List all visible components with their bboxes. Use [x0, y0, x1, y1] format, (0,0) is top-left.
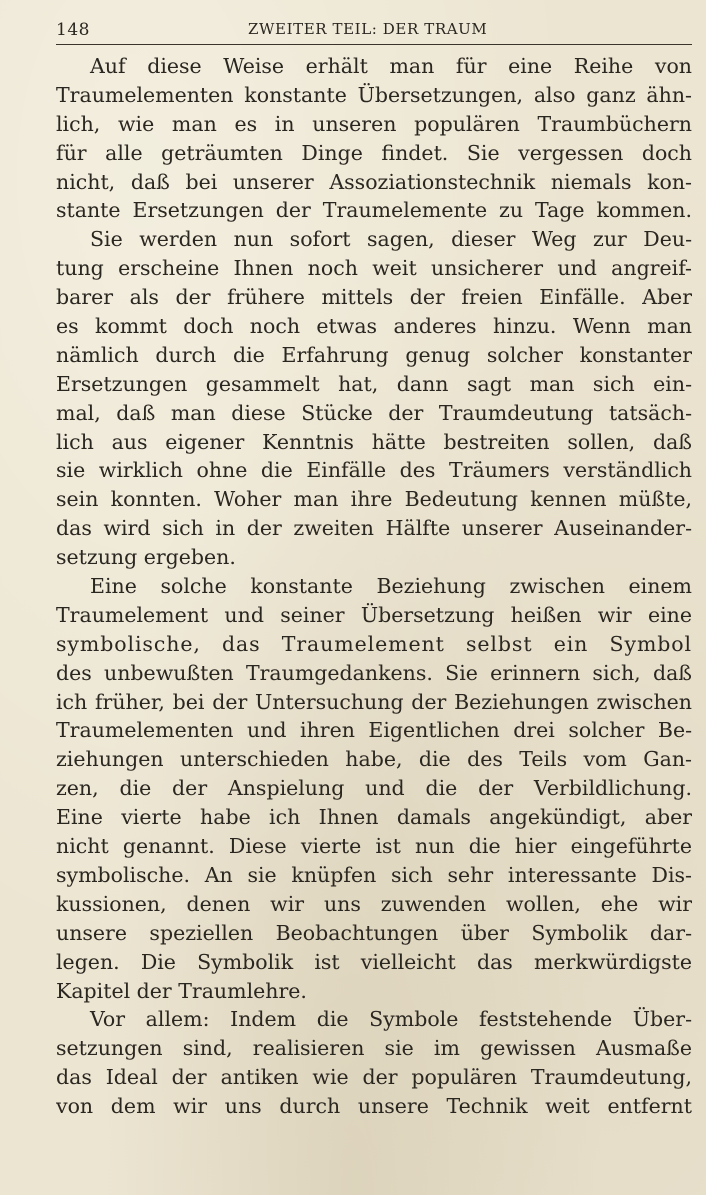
- page-header: [56, 18, 692, 45]
- page-number: 148: [56, 20, 90, 40]
- text-line: nicht genannt. Diese vierte ist nun die hier eingeführte: [56, 834, 692, 859]
- text-line: sie wirklich ohne die Einfälle des Träumers verständlich: [56, 458, 692, 483]
- text-line: Auf diese Weise erhält man für eine Reihe von: [90, 54, 692, 78]
- text-line: symbolische, das Traumelement selbst ein Symbol: [56, 631, 692, 656]
- text-line: Traumelement und seiner Übersetzung heißen wir eine: [56, 602, 692, 627]
- text-line: nämlich durch die Erfahrung genug solcher konstanter: [56, 342, 692, 367]
- text-line: es kommt doch noch etwas anderes hinzu. Wenn man: [56, 314, 692, 339]
- text-line: Traumelementen und ihren Eigentlichen drei solcher Be-: [56, 718, 692, 743]
- text-line: barer als der frühere mittels der freien Einfälle. Aber: [56, 285, 692, 310]
- text-line: setzung ergeben.: [56, 545, 236, 570]
- text-line: nicht, daß bei unserer Assoziationstechnik niemals kon-: [56, 169, 692, 194]
- text-line: legen. Die Symbolik ist vielleicht das merkwürdigste: [56, 949, 692, 974]
- text-line: für alle geträumten Dinge findet. Sie vergessen doch: [56, 140, 692, 165]
- text-line: von dem wir uns durch unsere Technik weit entfernt: [56, 1094, 692, 1119]
- text-line: mal, daß man diese Stücke der Traumdeutung tatsäch-: [56, 400, 692, 425]
- running-title: ZWEITER TEIL: DER TRAUM: [248, 20, 488, 38]
- text-line: kussionen, denen wir uns zuwenden wollen, ehe wir: [56, 891, 692, 916]
- text-line: symbolische. An sie knüpfen sich sehr interessante Dis-: [56, 862, 692, 887]
- text-line: Eine solche konstante Beziehung zwischen einem: [90, 574, 692, 599]
- text-line: tung erscheine Ihnen noch weit unsicherer und angreif-: [56, 256, 692, 281]
- text-line: Sie werden nun sofort sagen, dieser Weg zur Deu-: [90, 227, 692, 252]
- text-line: das wird sich in der zweiten Hälfte unserer Auseinander-: [56, 516, 692, 541]
- text-line: Traumelementen konstante Übersetzungen, also ganz ähn-: [56, 82, 692, 107]
- text-line: lich, wie man es in unseren populären Traumbüchern: [56, 111, 692, 136]
- text-line: sein konnten. Woher man ihre Bedeutung kennen müßte,: [56, 487, 692, 512]
- text-line: setzungen sind, realisieren sie im gewissen Ausmaße: [56, 1036, 692, 1061]
- text-line: ziehungen unterschieden habe, die des Teils vom Gan-: [56, 747, 692, 772]
- text-line: Kapitel der Traumlehre.: [56, 978, 307, 1003]
- text-line: stante Ersetzungen der Traumelemente zu Tage kommen.: [56, 198, 692, 223]
- text-line: das Ideal der antiken wie der populären Traumdeutung,: [56, 1065, 692, 1090]
- text-line: des unbewußten Traumgedankens. Sie erinnern sich, daß: [56, 660, 692, 685]
- text-line: ich früher, bei der Untersuchung der Beziehungen zwischen: [56, 689, 692, 714]
- text-line: Vor allem: Indem die Symbole feststehende Über-: [90, 1007, 692, 1032]
- text-line: lich aus eigener Kenntnis hätte bestreiten sollen, daß: [56, 429, 692, 454]
- text-line: Eine vierte habe ich Ihnen damals angekündigt, aber: [56, 805, 692, 830]
- text-line: unsere speziellen Beobachtungen über Symbolik dar-: [56, 920, 692, 945]
- text-line: Ersetzungen gesammelt hat, dann sagt man sich ein-: [56, 371, 692, 396]
- body-text: [56, 52, 692, 1121]
- text-line: zen, die der Anspielung und die der Verbildlichung.: [56, 776, 692, 801]
